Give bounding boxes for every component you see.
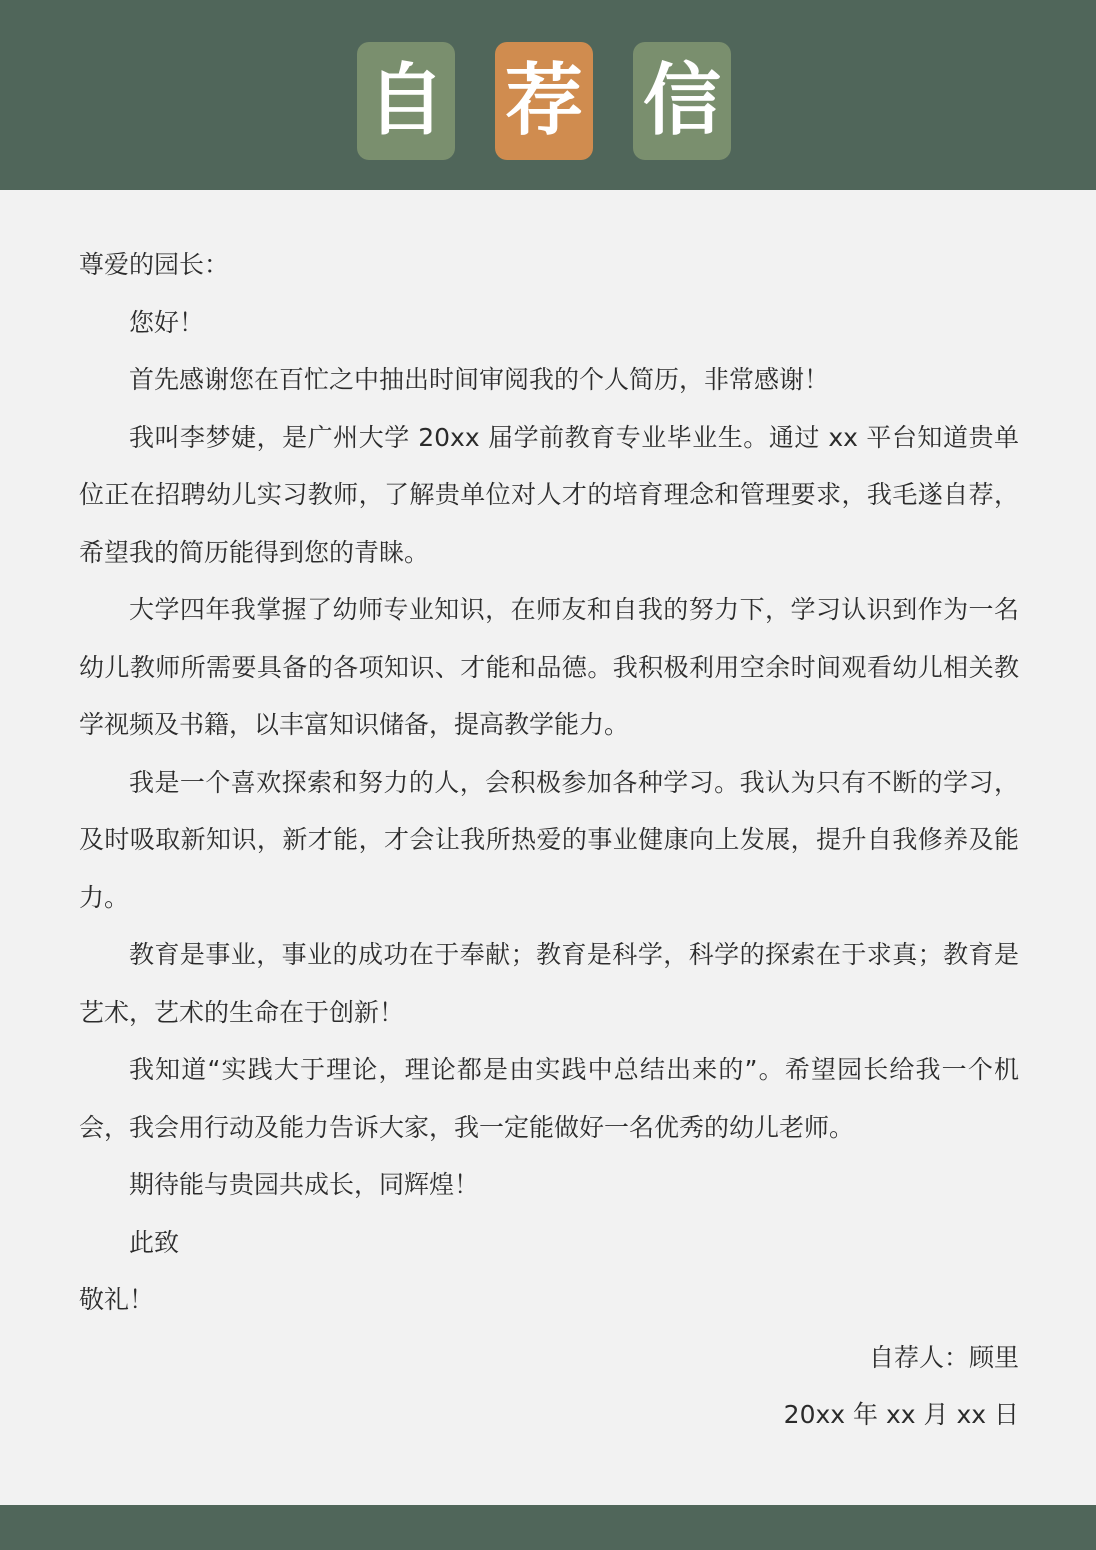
paragraph-7: 期待能与贵园共成长，同辉煌！	[129, 1170, 480, 1199]
footer-band	[0, 1505, 1096, 1550]
title-char-3: 信	[633, 42, 731, 160]
header-band	[0, 0, 1096, 190]
paragraph-4: 我是一个喜欢探索和努力的人，会积极参加各种学习。我认为只有不断的学习，及时吸取新知识，新才能，才会让我所热爱的事业健康向上发展，提升自我修养及能力。	[79, 767, 1019, 912]
paragraph-2: 我叫李梦婕，是广州大学 20xx 届学前教育专业毕业生。通过 xx 平台知道贵单位正在招聘幼儿实习教师，了解贵单位对人才的培育理念和管理要求，我毛遂自荐，希望我的简历能得到您的青睐。	[79, 422, 1019, 567]
title-char-2: 荐	[495, 42, 593, 160]
salutation: 尊爱的园长：	[79, 250, 230, 279]
greeting: 您好！	[129, 307, 205, 337]
title-char-1: 自	[357, 42, 455, 160]
paragraph-6: 我知道“实践大于理论，理论都是由实践中总结出来的”。希望园长给我一个机会，我会用行动及能力告诉大家，我一定能做好一名优秀的幼儿老师。	[79, 1055, 1019, 1142]
page-title	[357, 42, 731, 160]
date: 20xx 年 xx 月 xx 日	[783, 1400, 1019, 1429]
signature: 自荐人：顾里	[868, 1342, 1019, 1372]
paragraph-5: 教育是事业，事业的成功在于奉献；教育是科学，科学的探索在于求真；教育是艺术，艺术的生命在于创新！	[79, 940, 1019, 1027]
paragraph-3: 大学四年我掌握了幼师专业知识，在师友和自我的努力下，学习认识到作为一名幼儿教师所需要具备的各项知识、才能和品德。我积极利用空余时间观看幼儿相关教学视频及书籍，以丰富知识储备，提高教学能力。	[79, 595, 1019, 739]
closing: 此致	[129, 1227, 180, 1257]
letter-body	[79, 236, 1019, 1444]
paragraph-1: 首先感谢您在百忙之中抽出时间审阅我的个人简历，非常感谢！	[129, 365, 830, 394]
regards: 敬礼！	[79, 1285, 155, 1314]
